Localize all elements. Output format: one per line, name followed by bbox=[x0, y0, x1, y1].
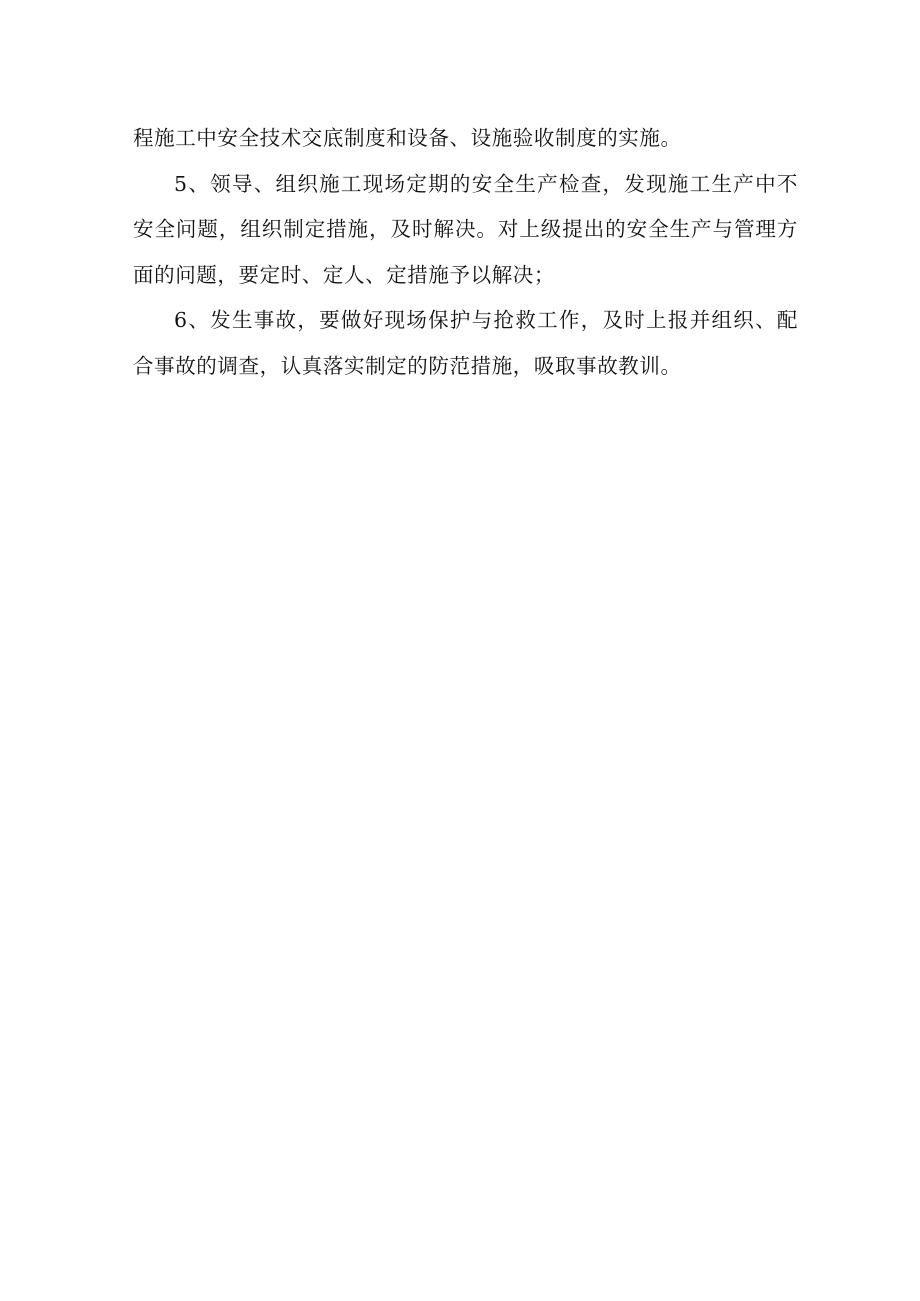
item-text: 、发生事故，要做好现场保护与抢救工作，及时上报并组织、配合事故的调查，认真落实制定的防范措施，吸取事故教训。 bbox=[133, 308, 798, 378]
paragraph-item-6 bbox=[133, 298, 798, 389]
item-text: 、领导、组织施工现场定期的安全生产检查，发现施工生产中不安全问题，组织制定措施，及时解决。对上级提出的安全生产与管理方面的问题，要定时、定人、定措施予以解决； bbox=[133, 171, 798, 287]
item-number: 5 bbox=[174, 171, 188, 196]
document-body bbox=[133, 116, 798, 389]
item-number: 6 bbox=[174, 308, 188, 332]
paragraph-continuation: 程施工中安全技术交底制度和设备、设施验收制度的实施。 bbox=[133, 126, 682, 150]
paragraph-item-5 bbox=[133, 162, 798, 299]
